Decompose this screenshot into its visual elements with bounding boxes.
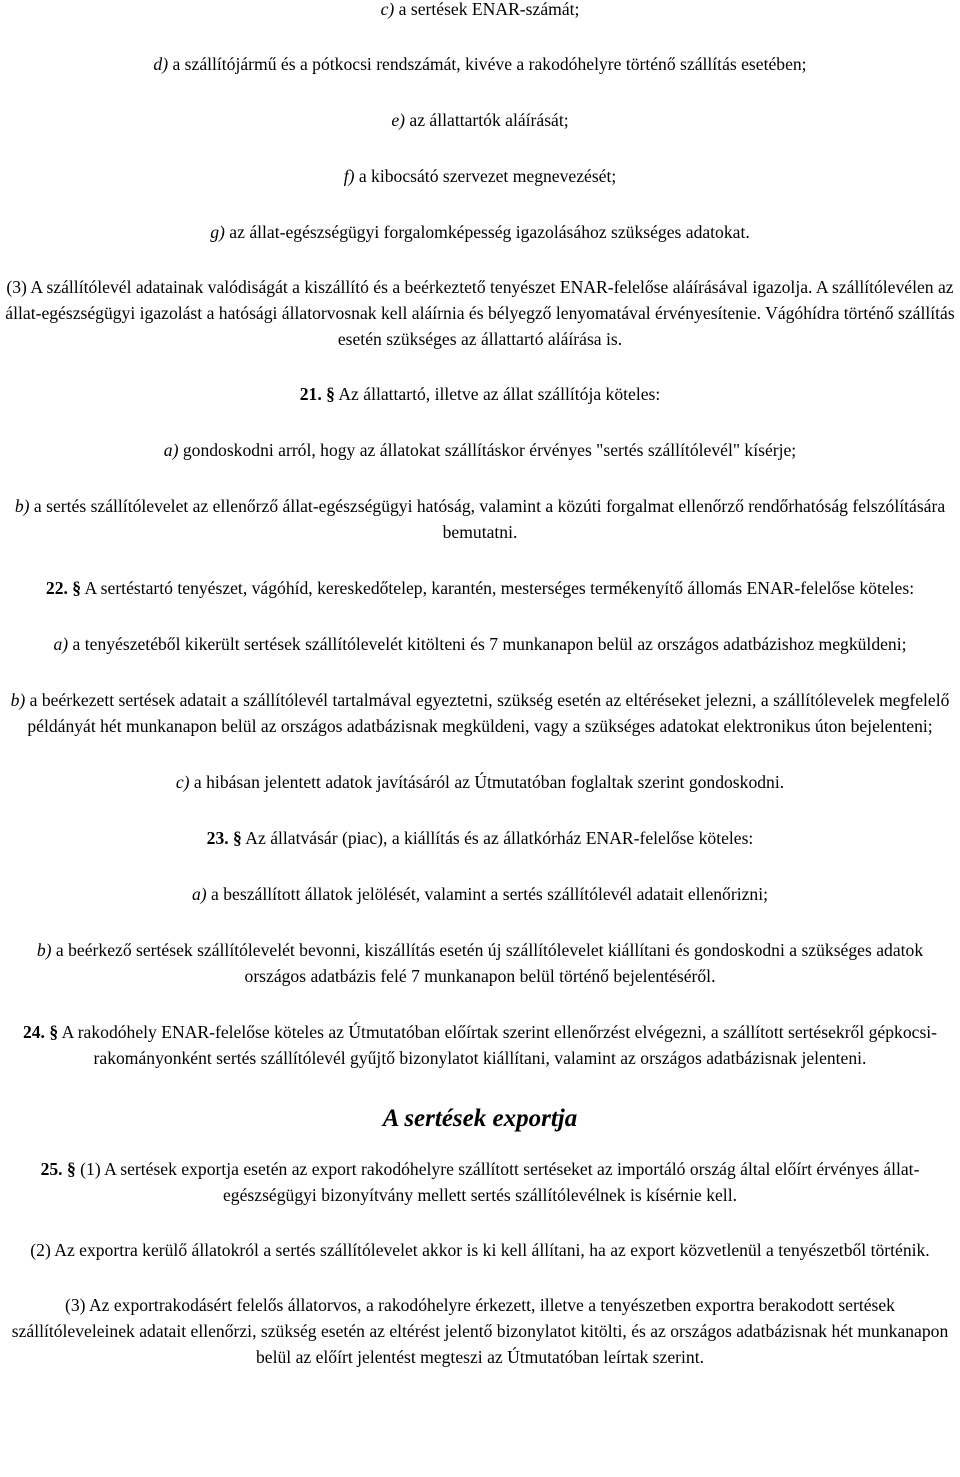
section-23-heading	[4, 825, 956, 851]
section-22-item-a	[4, 631, 956, 657]
item-label: e)	[391, 110, 406, 130]
item-d	[4, 51, 956, 77]
item-text: az állat-egészségügyi forgalomképesség igazolásához szükséges adatokat.	[224, 222, 750, 242]
section-sign: §	[62, 1159, 76, 1179]
item-text: a tenyészetéből kikerült sertések szállítólevelét kitölteni és 7 munkanapon belül az országos adatbázishoz megküldeni;	[68, 634, 907, 654]
section-number: 25.	[40, 1159, 63, 1179]
section-number: 23.	[206, 828, 229, 848]
section-sign: §	[228, 828, 242, 848]
section-22-item-c	[4, 769, 956, 795]
section-number: 21.	[299, 384, 322, 404]
section-sign: §	[67, 578, 82, 598]
item-label: b)	[10, 690, 26, 710]
item-text: gondoskodni arról, hogy az állatokat szállításkor érvényes "sertés szállítólevél" kísérje;	[178, 440, 797, 460]
item-label: b)	[36, 940, 52, 960]
section-22-item-b	[4, 687, 956, 739]
section-number: 22.	[45, 578, 68, 598]
section-text: A sertéstartó tenyészet, vágóhíd, kereskedőtelep, karantén, mesterséges termékenyítő állomás ENAR-felelőse köteles:	[81, 578, 915, 598]
section-23-item-a	[4, 881, 956, 907]
item-c	[4, 0, 956, 22]
section-text: (1) A sertések exportja esetén az export rakodóhelyre szállított sertéseket az importáló ország által előírt érvényes állat-egészségügyi bizonyítvány mellett sertés szállítólevélnek is kísérnie kell.	[75, 1159, 920, 1205]
section-sign: §	[44, 1022, 59, 1042]
section-text: Az állatvásár (piac), a kiállítás és az állatkórház ENAR-felelőse köteles:	[241, 828, 754, 848]
item-text: a beérkező sertések szállítólevelét bevonni, kiszállítás esetén új szállítólevelet kiállítani és gondoskodni a szükséges adatok országos adatbázis felé 7 munkanapon belül történő bejelentéséről.	[51, 940, 924, 986]
section-25-paragraph-2: (2) Az exportra kerülő állatokról a sertés szállítólevelet akkor is ki kell állítani, ha az export közvetlenül a tenyészetből történik.	[30, 1240, 930, 1260]
item-label: g)	[210, 222, 225, 242]
section-25-paragraph-3: (3) Az exportrakodásért felelős állatorvos, a rakodóhelyre érkezett, illetve a tenyészetben exportra berakodott sertések szállítóleveleinek adatait ellenőrzi, szükség esetén az eltérést jelentő bizonylatot kitölti, és az országos adatbázisnak hét munkanapon belül az előírt jelentést megteszi az Útmutatóban leírtak szerint.	[11, 1295, 949, 1367]
item-label: a)	[192, 884, 207, 904]
item-label: f)	[343, 166, 355, 186]
item-g	[4, 219, 956, 245]
item-f	[4, 163, 956, 189]
item-text: a beszállított állatok jelölését, valamint a sertés szállítólevél adatait ellenőrizni;	[206, 884, 768, 904]
item-label: c)	[175, 772, 190, 792]
section-number: 24.	[22, 1022, 45, 1042]
export-heading: A sertések exportja	[382, 1105, 578, 1132]
item-text: a szállítójármű és a pótkocsi rendszámát, kivéve a rakodóhelyre történő szállítás esetében;	[168, 54, 807, 74]
item-label: a)	[53, 634, 69, 654]
item-label: a)	[163, 440, 179, 460]
section-22-heading	[4, 575, 956, 601]
item-label: b)	[14, 496, 30, 516]
item-text: a kibocsátó szervezet megnevezését;	[354, 166, 617, 186]
section-sign: §	[321, 384, 335, 404]
item-text: a sertés szállítólevelet az ellenőrző állat-egészségügyi hatóság, valamint a közúti forgalmat ellenőrző rendőrhatóság felszólítására bemutatni.	[29, 496, 946, 542]
item-label: c)	[380, 0, 395, 19]
section-24	[4, 1019, 956, 1071]
item-text: a beérkezett sertések adatait a szállítólevél tartalmával egyeztetni, szükség esetén az eltéréseket jelezni, a szállítólevelek megfelelő példányát hét munkanapon belül az országos adatbázisnak megküldeni, vagy a szükséges adatokat elektronikus úton bejelenteni;	[25, 690, 950, 736]
item-text: a hibásan jelentett adatok javításáról az Útmutatóban foglaltak szerint gondoskodni.	[189, 772, 785, 792]
section-21-item-b	[4, 493, 956, 545]
section-21-heading	[4, 381, 956, 407]
item-text: az állattartók aláírását;	[405, 110, 569, 130]
section-text: Az állattartó, illetve az állat szállítója köteles:	[334, 384, 661, 404]
item-text: a sertések ENAR-számát;	[394, 0, 580, 19]
item-e	[4, 107, 956, 133]
item-label: d)	[153, 54, 169, 74]
section-21-item-a	[4, 437, 956, 463]
section-23-item-b	[4, 937, 956, 989]
section-text: A rakodóhely ENAR-felelőse köteles az Útmutatóban előírtak szerint ellenőrzést elvégezni, a szállított sertésekről gépkocsi-rakományonként sertés szállítólevél gyűjtő bizonylatot kiállítani, valamint az országos adatbázisnak jelenteni.	[58, 1022, 938, 1068]
paragraph-3: (3) A szállítólevél adatainak valódiságát a kiszállító és a beérkeztető tenyészet ENAR-felelőse aláírásával igazolja. A szállítólevélen az állat-egészségügyi igazolást a hatósági állatorvosnak kell aláírnia és bélyegző lenyomatával érvényesítenie. Vágóhídra történő szállítás esetén szükséges az állattartó aláírása is.	[5, 277, 955, 349]
section-25-paragraph-1	[4, 1156, 956, 1208]
